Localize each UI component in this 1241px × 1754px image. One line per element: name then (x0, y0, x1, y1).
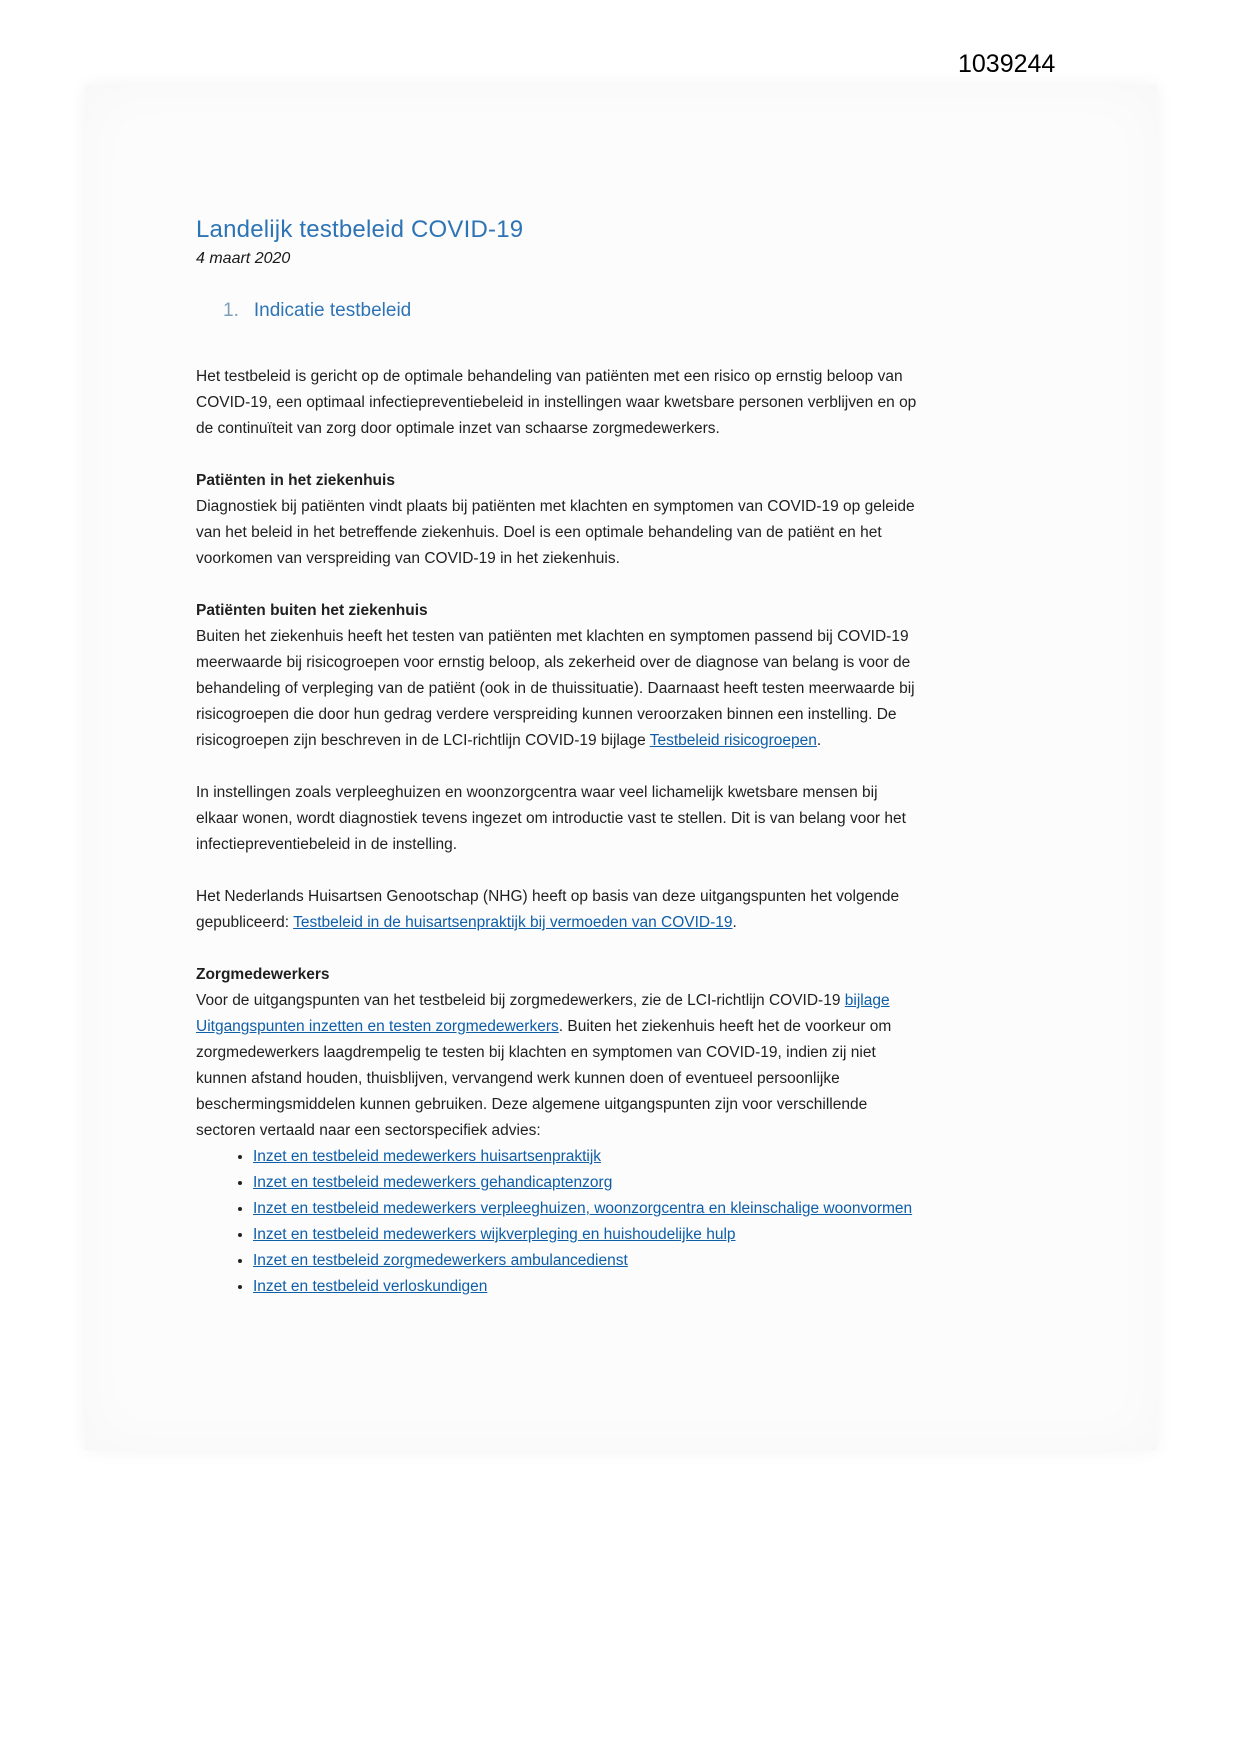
section-number: 1. (223, 300, 239, 321)
advice-list-item (253, 1170, 924, 1196)
paragraph-intro: Het testbeleid is gericht op de optimale behandeling van patiënten met een risico op ernstig beloop van COVID-19, een optimaal infectiepreventiebeleid in instellingen waar kwetsbare personen verblijven en op de continuïteit van zorg door optimale inzet van schaarse zorgmedewerkers. (196, 368, 917, 437)
subheading-patients-in-hospital: Patiënten in het ziekenhuis (196, 472, 395, 489)
document-date: 4 maart 2020 (196, 250, 291, 267)
advice-link-ambulancedienst[interactable]: Inzet en testbeleid zorgmedewerkers ambulancedienst (253, 1252, 628, 1269)
advice-list-item (253, 1248, 924, 1274)
advice-list-item (253, 1274, 924, 1300)
paragraph-institutions: In instellingen zoals verpleeghuizen en woonzorgcentra waar veel lichamelijk kwetsbare mensen bij elkaar wonen, wordt diagnostiek tevens ingezet om introductie vast te stellen. Dit is van belang voor het infectiepreventiebeleid in de instelling. (196, 784, 906, 853)
advice-list-item (253, 1144, 924, 1170)
document-content (196, 216, 924, 1300)
paragraph-text: Voor de uitgangspunten van het testbeleid bij zorgmedewerkers, zie de LCI-richtlijn COVID-19 (196, 992, 845, 1009)
paragraph-zorgmedewerkers (196, 988, 924, 1144)
document-id-number: 1039244 (958, 50, 1056, 78)
advice-link-verpleeghuizen[interactable]: Inzet en testbeleid medewerkers verpleeghuizen, woonzorgcentra en kleinschalige woonvormen (253, 1200, 913, 1217)
advice-link-huisartsenpraktijk[interactable]: Inzet en testbeleid medewerkers huisartsenpraktijk (253, 1148, 602, 1165)
paragraph-nhg (196, 884, 924, 936)
paragraph-text: Het Nederlands Huisartsen Genootschap (NHG) heeft op basis van deze uitgangspunten het volgende gepubliceerd: (196, 888, 900, 931)
paragraph-patients-in-hospital: Diagnostiek bij patiënten vindt plaats bij patiënten met klachten en symptomen van COVID-19 op geleide van het beleid in het betreffende ziekenhuis. Doel is een optimale behandeling van de patiënt en het voorkomen van verspreiding van COVID-19 in het ziekenhuis. (196, 498, 915, 567)
subheading-zorgmedewerkers: Zorgmedewerkers (196, 966, 330, 983)
link-nhg-testbeleid-huisartsenpraktijk[interactable]: Testbeleid in de huisartsenpraktijk bij vermoeden van COVID-19 (293, 914, 733, 931)
section-heading (196, 300, 924, 322)
advice-list-item (253, 1222, 924, 1248)
advice-list-item (253, 1196, 924, 1222)
paragraph-patients-outside-hospital (196, 624, 924, 754)
subheading-patients-outside-hospital: Patiënten buiten het ziekenhuis (196, 602, 428, 619)
advice-link-list (196, 1144, 924, 1300)
paragraph-text: . Buiten het ziekenhuis heeft het de voorkeur om zorgmedewerkers laagdrempelig te testen bij klachten en symptomen van COVID-19, indien zij niet kunnen afstand houden, thuisblijven, vervangend werk kunnen doen of eventueel persoonlijke beschermingsmiddelen kunnen gebruiken. Deze algemene uitgangspunten zijn voor verschillende sectoren vertaald naar een sectorspecifiek advies: (196, 1018, 892, 1139)
paragraph-text: Buiten het ziekenhuis heeft het testen van patiënten met klachten en symptomen passend bij COVID-19 meerwaarde bij risicogroepen voor ernstig beloop, als zekerheid over de diagnose van belang is voor de behandeling of verpleging van de patiënt (ook in de thuissituatie). Daarnaast heeft testen meerwaarde bij risicogroepen die door hun gedrag verdere verspreiding kunnen veroorzaken binnen een instelling. De risicogroepen zijn beschreven in de LCI-richtlijn COVID-19 bijlage (196, 628, 915, 749)
link-testbeleid-risicogroepen[interactable]: Testbeleid risicogroepen (649, 732, 817, 749)
advice-link-verloskundigen[interactable]: Inzet en testbeleid verloskundigen (253, 1278, 488, 1295)
paragraph-text: . (732, 914, 737, 931)
link-bijlage-uitgangspunten-zorgmedewerkers[interactable]: bijlage Uitgangspunten inzetten en testen zorgmedewerkers (196, 992, 890, 1035)
document-title: Landelijk testbeleid COVID-19 (196, 216, 524, 243)
advice-link-gehandicaptenzorg[interactable]: Inzet en testbeleid medewerkers gehandicaptenzorg (253, 1174, 613, 1191)
advice-link-wijkverpleging[interactable]: Inzet en testbeleid medewerkers wijkverpleging en huishoudelijke hulp (253, 1226, 736, 1243)
paragraph-text: . (816, 732, 822, 749)
section-heading-label: Indicatie testbeleid (253, 300, 412, 321)
